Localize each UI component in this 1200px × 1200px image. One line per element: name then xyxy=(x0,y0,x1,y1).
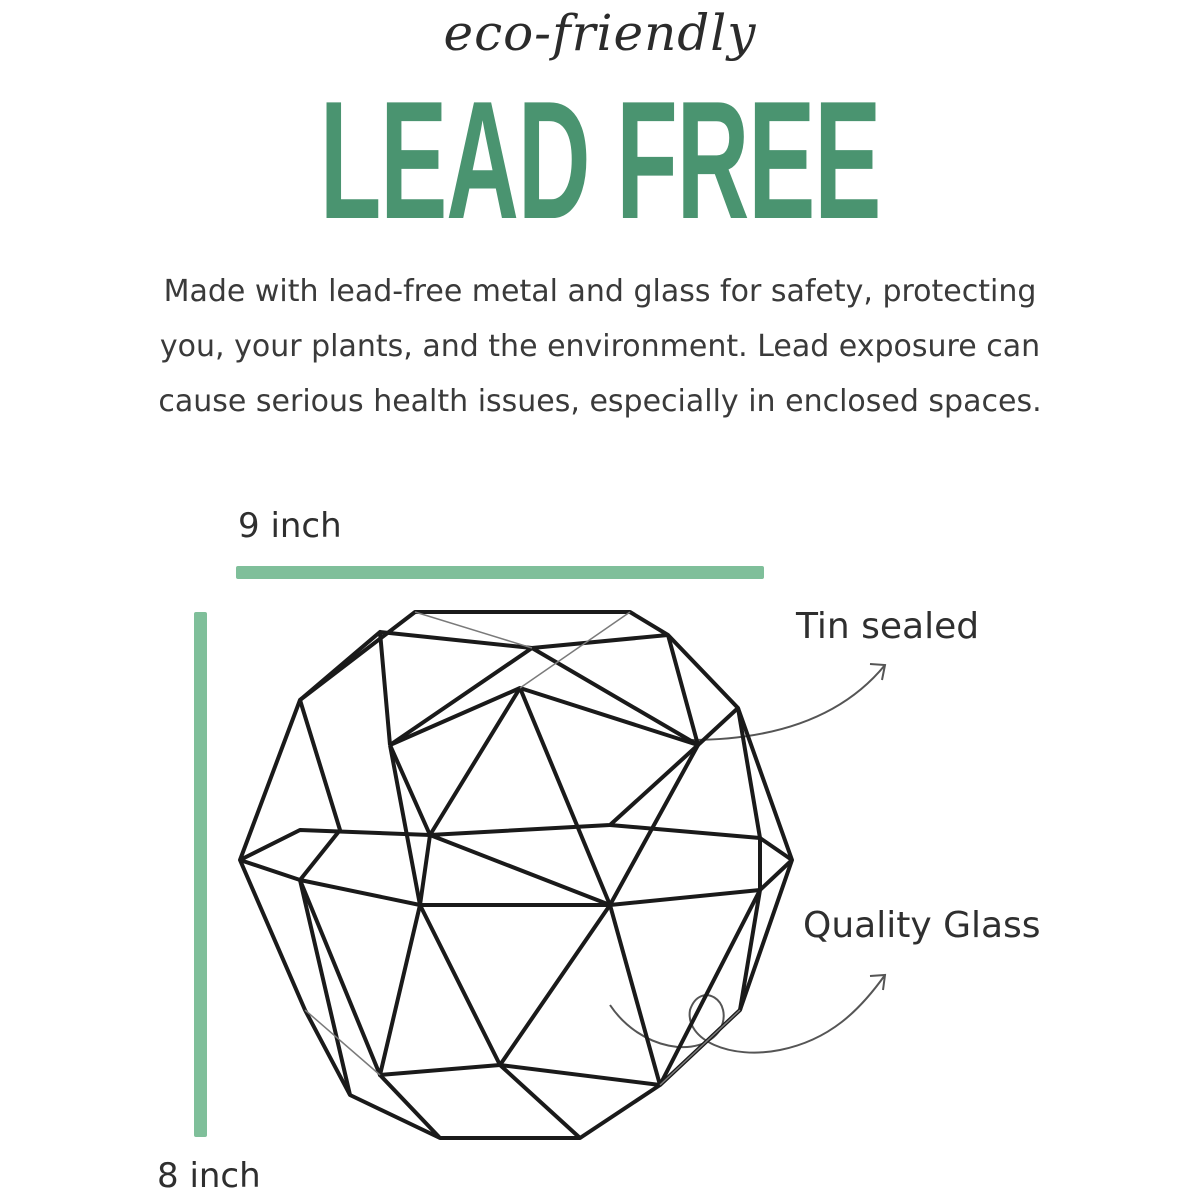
frame-edge xyxy=(500,1065,660,1085)
frame-edge xyxy=(610,860,792,905)
eyebrow-text: eco-friendly xyxy=(443,4,757,62)
tin-arrow-line xyxy=(690,665,885,740)
frame-edge xyxy=(520,688,610,905)
frame-edge xyxy=(500,1065,580,1138)
callout-tin-sealed: Tin sealed xyxy=(796,606,980,647)
frame-edge xyxy=(240,860,420,905)
callout-quality-glass: Quality Glass xyxy=(803,905,1041,946)
frame-edge xyxy=(300,632,390,745)
frame-edge xyxy=(380,905,610,1075)
width-label: 9 inch xyxy=(238,506,342,546)
frame-edge xyxy=(380,1075,440,1138)
headline-title: LEAD FREE xyxy=(319,66,881,254)
height-label: 8 inch xyxy=(157,1156,261,1196)
frame-edge xyxy=(420,905,500,1065)
frame-edge xyxy=(430,688,610,905)
glass-edges xyxy=(305,612,740,1085)
description-text: Made with lead-free metal and glass for safety, protecting you, your plants, and the environment. Lead exposure can cause serious health issues, especially in enclosed spaces. xyxy=(158,274,1042,419)
frame-edge xyxy=(610,905,660,1085)
geodesic-frame xyxy=(240,612,792,1138)
frame-edge xyxy=(668,635,738,745)
glass-edge xyxy=(660,1010,740,1085)
